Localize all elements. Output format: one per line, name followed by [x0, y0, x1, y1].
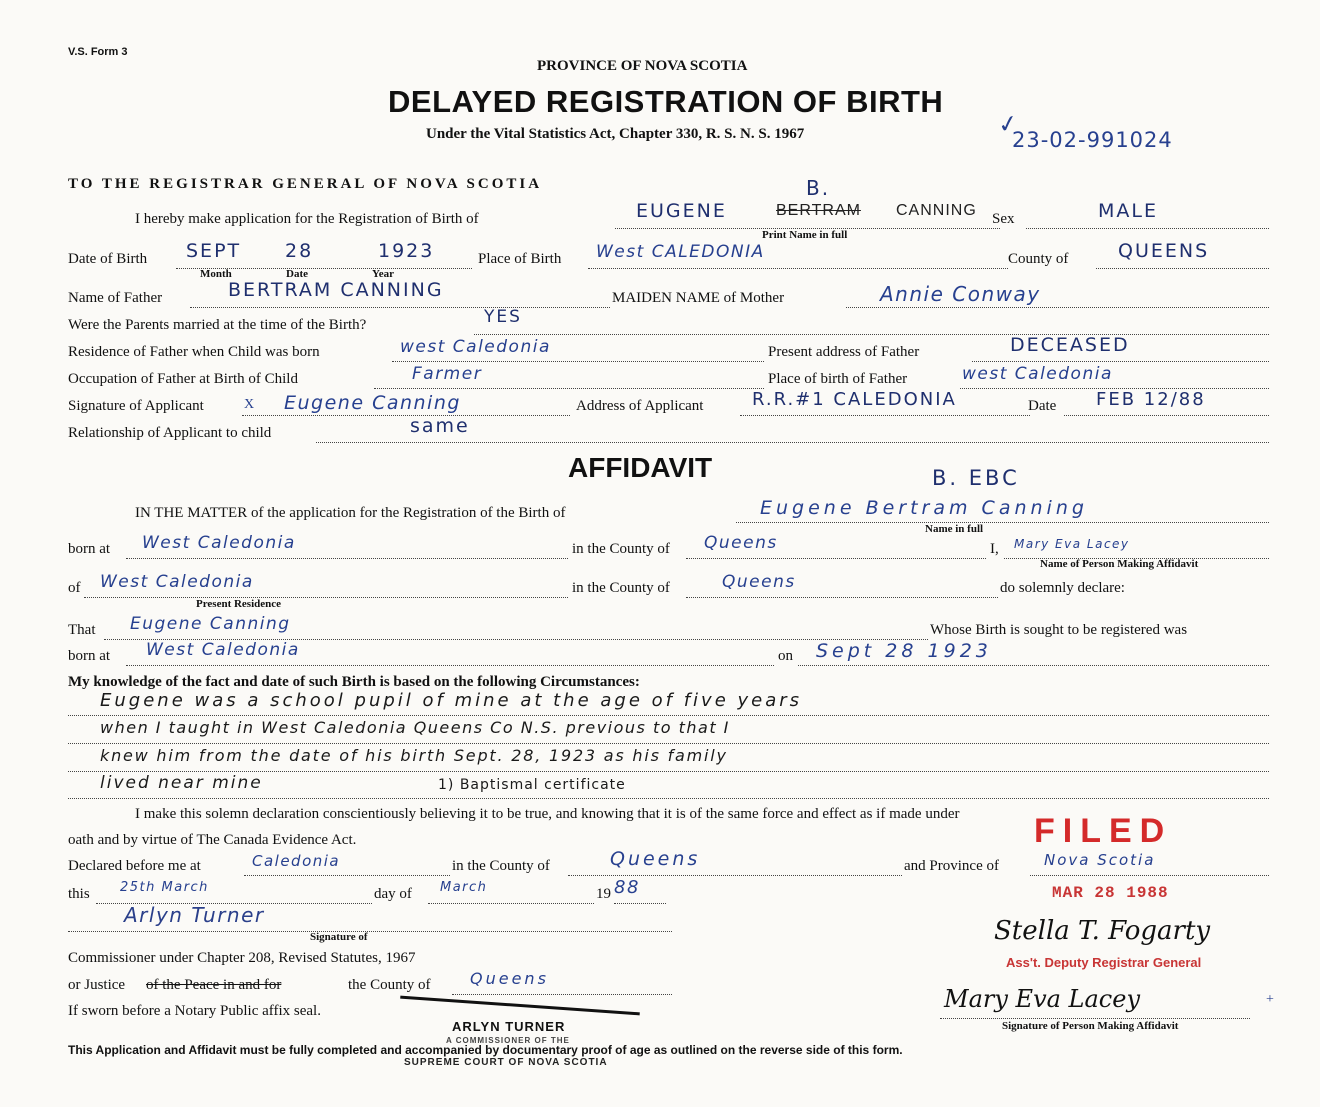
relationship-label: Relationship of Applicant to child	[68, 425, 272, 441]
declared-county-line	[568, 875, 902, 876]
form-title: DELAYED REGISTRATION OF BIRTH	[388, 84, 944, 119]
this-label: this	[68, 886, 90, 902]
affidavit-county-label: in the County of	[572, 541, 670, 557]
name-in-full-caption: Name in full	[925, 523, 984, 535]
mother-maiden-name: Annie Conway	[880, 282, 1041, 306]
father-name: BERTRAM CANNING	[228, 279, 444, 301]
married-line	[474, 334, 1269, 335]
on-label: on	[778, 648, 793, 664]
born-at-label: born at	[68, 541, 111, 557]
dob-date: 28	[285, 240, 314, 262]
that-name: Eugene Canning	[130, 614, 291, 634]
dob-caption-month: Month	[200, 268, 232, 280]
seal-name: ARLYN TURNER	[452, 1019, 566, 1034]
baptismal-note: 1) Baptismal certificate	[438, 777, 626, 793]
solemn-declaration-2: oath and by virtue of The Canada Evidence Act.	[68, 832, 357, 848]
addressee: TO THE REGISTRAR GENERAL OF NOVA SCOTIA	[68, 176, 543, 192]
applicant-address-line	[740, 415, 1030, 416]
name-middle-insert: B.	[806, 176, 831, 200]
circumstance-1: Eugene was a school pupil of mine at the age of five years	[100, 690, 803, 711]
justice-county-line	[452, 994, 672, 995]
of-label: of	[68, 580, 81, 596]
father-address-label: Present address of Father	[768, 344, 920, 360]
county-value: QUEENS	[1118, 240, 1210, 262]
place-of-birth-label: Place of Birth	[478, 251, 562, 267]
affidavit-initials: B. EBC	[932, 466, 1020, 490]
born-at-value: West Caledonia	[142, 533, 296, 553]
date-line	[1064, 415, 1269, 416]
born-at-line	[126, 558, 568, 559]
name-middle-struck: BERTRAM	[776, 202, 861, 219]
province-label: and Province of	[904, 858, 999, 874]
justice-prefix: or Justice	[68, 977, 126, 993]
residence-line	[392, 361, 764, 362]
signature-mark: X	[244, 397, 255, 412]
commissioner-signature: Arlyn Turner	[124, 903, 265, 927]
filed-date: MAR 28 1988	[1052, 884, 1169, 902]
deponent-signature-line	[940, 1018, 1250, 1019]
seal-line-3: SUPREME COURT OF NOVA SCOTIA	[404, 1057, 608, 1068]
solemn-declaration-1: I make this solemn declaration conscientiously believing it to be true, and knowing that it is of the same force and effect as if made under	[135, 806, 960, 822]
applicant-address-label: Address of Applicant	[576, 398, 704, 414]
born-at-line-2	[126, 665, 774, 666]
registrar-signature: Stella T. Fogarty	[994, 916, 1211, 946]
seal-line-2: A COMMISSIONER OF THE	[446, 1036, 570, 1045]
sex-value: MALE	[1098, 200, 1158, 222]
justice-county: Queens	[470, 969, 549, 988]
commissioner-signature-line	[68, 931, 672, 932]
that-label: That	[68, 622, 96, 638]
residence-value: west Caledonia	[400, 337, 551, 357]
day-month-line	[428, 903, 594, 904]
applicant-address-value: R.R.#1 CALEDONIA	[752, 389, 957, 410]
affidavit-residence: West Caledonia	[100, 572, 254, 592]
justice-struck: of the Peace in and for	[146, 977, 282, 993]
applicant-first-name: EUGENE	[636, 200, 727, 222]
place-line	[588, 268, 1008, 269]
applicant-signature: Eugene Canning	[284, 392, 461, 414]
county-line	[1096, 268, 1269, 269]
mother-line	[846, 307, 1269, 308]
relationship-value: same	[410, 415, 470, 437]
affidavit-county-line	[686, 558, 986, 559]
matter-name: Eugene Bertram Canning	[760, 497, 1088, 519]
on-line	[798, 665, 1269, 666]
province-heading: PROVINCE OF NOVA SCOTIA	[537, 58, 748, 74]
occupation-label: Occupation of Father at Birth of Child	[68, 371, 298, 387]
form-number: V.S. Form 3	[68, 46, 128, 58]
residence-line-2	[84, 597, 568, 598]
this-day: 25th March	[120, 880, 209, 895]
father-name-label: Name of Father	[68, 290, 163, 306]
year-line	[614, 903, 666, 904]
declared-county: Queens	[610, 848, 701, 870]
circumstance-4: lived near mine	[100, 773, 263, 793]
place-of-birth: West CALEDONIA	[596, 242, 765, 262]
dob-caption-year: Year	[372, 268, 394, 280]
day-month: March	[440, 880, 488, 895]
circumstance-line-3	[68, 771, 1269, 772]
affidavit-county-2: Queens	[722, 572, 796, 592]
name-caption: Print Name in full	[762, 229, 848, 241]
father-line	[190, 307, 610, 308]
circumstance-line-1	[68, 715, 1269, 716]
deponent-signature-caption: Signature of Person Making Affidavit	[1002, 1020, 1179, 1032]
commissioner-label: Commissioner under Chapter 208, Revised Statutes, 1967	[68, 950, 416, 966]
deponent-caption: Name of Person Making Affidavit	[1040, 558, 1199, 570]
filed-stamp: FILED	[1034, 812, 1173, 850]
declared-label: Declared before me at	[68, 858, 201, 874]
affidavit-heading: AFFIDAVIT	[568, 452, 713, 483]
residence-caption: Present Residence	[196, 598, 282, 610]
relationship-line	[316, 442, 1269, 443]
check-mark-icon: ✓	[995, 108, 1021, 140]
circumstance-3: knew him from the date of his birth Sept. 28, 1923 as his family	[100, 746, 728, 765]
residence-label: Residence of Father when Child was born	[68, 344, 320, 360]
signature-of-caption: Signature of	[310, 931, 368, 943]
circumstance-2: when I taught in West Caledonia Queens Co N.S. previous to that I	[100, 718, 730, 737]
declared-province: Nova Scotia	[1044, 851, 1156, 869]
father-address-line	[972, 361, 1269, 362]
matter-line	[736, 522, 1269, 523]
cross-mark: +	[1266, 992, 1274, 1007]
notary-label: If sworn before a Notary Public affix seal.	[68, 1003, 321, 1019]
declared-place-line	[244, 875, 450, 876]
footer-note: This Application and Affidavit must be fully completed and accompanied by documentary proof of age as outlined on the reverse side of this form.	[68, 1043, 903, 1057]
date-label: Date	[1028, 398, 1057, 414]
born-at-label-2: born at	[68, 648, 111, 664]
deponent-signature: Mary Eva Lacey	[944, 985, 1141, 1013]
county-label: County of	[1008, 251, 1069, 267]
dob-month: SEPT	[186, 240, 242, 262]
father-birthplace-label: Place of birth of Father	[768, 371, 908, 387]
on-date: Sept 28 1923	[816, 640, 992, 662]
occupation-value: Farmer	[412, 364, 483, 384]
matter-label: IN THE MATTER of the application for the Registration of the Birth of	[135, 505, 566, 521]
deponent-name: Mary Eva Lacey	[1014, 537, 1130, 551]
married-value: YES	[484, 307, 522, 327]
year-prefix: 19	[596, 886, 611, 902]
declare-label: do solemnly declare:	[1000, 580, 1125, 596]
form-subtitle: Under the Vital Statistics Act, Chapter 330, R. S. N. S. 1967	[426, 126, 805, 142]
signature-line	[242, 415, 570, 416]
year-suffix: 88	[614, 877, 640, 898]
declared-county-label: in the County of	[452, 858, 550, 874]
circumstance-line-4	[68, 798, 1269, 799]
declared-province-line	[1030, 875, 1269, 876]
registrar-title: Ass't. Deputy Registrar General	[1006, 955, 1202, 970]
dob-year: 1923	[378, 240, 435, 262]
circumstance-line-2	[68, 743, 1269, 744]
affidavit-county: Queens	[704, 533, 778, 553]
affidavit-county-line-2	[686, 597, 998, 598]
occupation-line	[374, 388, 764, 389]
born-at-value-2: West Caledonia	[146, 640, 300, 660]
sex-label: Sex	[992, 211, 1015, 227]
married-label: Were the Parents married at the time of the Birth?	[68, 317, 367, 333]
knowledge-label: My knowledge of the fact and date of such Birth is based on the following Circumstances:	[68, 674, 640, 690]
declared-place: Caledonia	[252, 852, 341, 870]
father-address-value: DECEASED	[1010, 334, 1130, 356]
affidavit-county-label-2: in the County of	[572, 580, 670, 596]
dob-label: Date of Birth	[68, 251, 148, 267]
dob-caption-date: Date	[286, 268, 308, 280]
father-birthplace-value: west Caledonia	[962, 364, 1113, 384]
mother-label: MAIDEN NAME of Mother	[612, 290, 785, 306]
applicant-last-name: CANNING	[896, 202, 977, 219]
signature-label: Signature of Applicant	[68, 398, 204, 414]
justice-suffix: the County of	[348, 977, 431, 993]
registration-number: 23-02-991024	[1012, 128, 1173, 152]
sex-line	[1026, 228, 1269, 229]
whose-birth-label: Whose Birth is sought to be registered was	[930, 622, 1188, 638]
seal-rule	[400, 996, 640, 1016]
deponent-i-label: I,	[990, 541, 999, 557]
application-intro: I hereby make application for the Registration of Birth of	[135, 211, 479, 227]
day-of-label: day of	[374, 886, 412, 902]
application-date: FEB 12/88	[1096, 389, 1206, 410]
